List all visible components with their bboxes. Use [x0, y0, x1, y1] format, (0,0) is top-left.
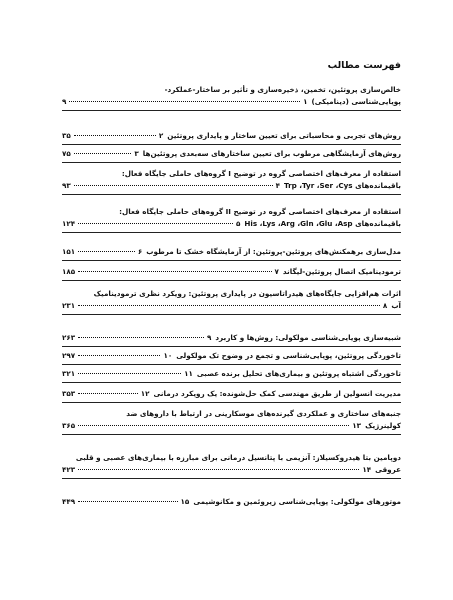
chapter-number: ۳	[134, 149, 139, 158]
page-number: ۳۵۳	[62, 389, 76, 398]
toc-entry-title: دوپامین بتا هیدروکسیلاز: آنزیمی با پتانسیل درمانی برای مبارزه با بیماری‌های عصبی و قلبی	[75, 453, 401, 462]
toc-entry-title: تاخوردگی اشتباه پروتئین و بیماری‌های تحلیل برنده عصبی	[196, 369, 401, 378]
toc-entry-title: تاخوردگی پروتئین، پویایی‌شناسی و تجمع در وضوح تک مولکولی	[176, 351, 401, 360]
toc-entry[interactable]	[62, 206, 401, 230]
page-number: ۳۲۱	[62, 369, 76, 378]
chapter-number: ۴	[275, 181, 280, 190]
dot-leader	[78, 305, 380, 306]
toc-entry-title: روش‌های آزمایشگاهی مرطوب برای تعیین ساختارهای سه‌بعدی پروتئین‌ها	[142, 149, 401, 158]
entry-separator	[62, 110, 401, 111]
toc-entry-title: کولینرژیک	[365, 421, 401, 430]
dot-leader	[78, 393, 138, 394]
toc-entry[interactable]	[62, 84, 401, 108]
dot-leader	[78, 337, 204, 338]
toc-entry[interactable]	[62, 288, 401, 312]
entry-separator	[62, 162, 401, 163]
entry-separator	[62, 144, 401, 145]
page-number: ۴۲۳	[62, 465, 76, 474]
toc-entry-title: پویایی‌شناسی (دینامیکی)	[311, 97, 401, 106]
dot-leader	[78, 425, 349, 426]
chapter-number: ۷	[274, 267, 279, 276]
entry-separator	[62, 434, 401, 435]
chapter-number: ۹	[206, 333, 212, 342]
chapter-number: ۵	[236, 219, 241, 228]
dot-leader	[78, 271, 271, 272]
chapter-number: ۱۳	[352, 421, 362, 430]
chapter-number: ۱	[303, 97, 308, 106]
entry-separator	[62, 382, 401, 383]
entry-separator	[62, 346, 401, 347]
page-number: ۹	[62, 97, 67, 106]
dot-leader	[78, 251, 135, 252]
entry-separator	[62, 232, 401, 233]
toc-entry[interactable]	[62, 148, 401, 160]
toc-entry-title: مدل‌سازی برهمکنش‌های پروتئین-پروتئین: از آزمایشگاه خشک تا مرطوب	[146, 247, 401, 256]
page-number: ۲۳۱	[62, 301, 76, 310]
toc-entry[interactable]	[62, 130, 401, 142]
entry-separator	[62, 260, 401, 261]
toc-entry[interactable]	[62, 350, 401, 362]
page-number: ۴۴۹	[62, 497, 76, 506]
toc-entry[interactable]	[62, 266, 401, 278]
toc-entry-title: جنبه‌های ساختاری و عملکردی گیرنده‌های موسکارینی در ارتباط با داروهای ضد	[126, 409, 401, 418]
dot-leader	[69, 101, 300, 102]
toc-entry[interactable]	[62, 452, 401, 476]
toc-entry-title: آب	[391, 301, 401, 310]
toc-entry[interactable]	[62, 496, 401, 508]
toc-entry-title: مدیریت انسولین از طریق مهندسی کمک حل‌شونده: یک رویکرد درمانی	[153, 389, 401, 398]
chapter-number: ۱۱	[184, 369, 193, 378]
dot-leader	[74, 153, 132, 154]
toc-entry[interactable]	[62, 368, 401, 380]
entry-separator	[62, 314, 401, 315]
toc-entry-title: عروقی	[375, 465, 401, 474]
page-number: ۱۸۵	[62, 267, 76, 276]
dot-leader	[74, 135, 156, 136]
page-number: ۹۳	[62, 181, 71, 190]
chapter-number: ۱۵	[180, 497, 190, 506]
entry-separator	[62, 194, 401, 195]
dot-leader	[78, 501, 177, 502]
page-number: ۷۵	[62, 149, 71, 158]
chapter-number: ۶	[137, 247, 143, 256]
chapter-number: ۱۰	[163, 351, 173, 360]
toc-entry[interactable]	[62, 168, 401, 192]
chapter-number: ۸	[382, 301, 388, 310]
dot-leader	[78, 373, 181, 374]
toc-entry[interactable]	[62, 408, 401, 432]
entry-separator	[62, 280, 401, 281]
toc-entry-title: استفاده از معرف‌های اختصاصی گروه در توضیح I گروه‌های حاملی جایگاه فعال:	[121, 169, 401, 178]
toc-entry-title: شبیه‌سازی پویایی‌شناسی مولکولی: روش‌ها و کاربرد	[215, 333, 401, 342]
toc-entry[interactable]	[62, 246, 401, 258]
dot-leader	[78, 469, 359, 470]
toc-entry[interactable]	[62, 388, 401, 400]
toc-entry-title: ترمودینامیک اتصال پروتئین-لیگاند	[282, 267, 401, 276]
page-number: ۱۵۱	[62, 247, 76, 256]
dot-leader	[78, 223, 233, 224]
page-number: ۳۶۵	[62, 421, 76, 430]
page-number: ۱۲۴	[62, 219, 76, 228]
toc-entry-title: روش‌های تجربی و محاسباتی برای تعیین ساختار و پایداری پروتئین	[167, 131, 401, 140]
dot-leader	[74, 185, 273, 186]
toc-entry-title: باقیمانده‌های His ،Lys ،Arg ،Gln ،Glu ،Asp	[244, 219, 401, 228]
entry-separator	[62, 364, 401, 365]
toc-entry-title: باقیمانده‌های Trp ،Tyr ،Ser ،Cys	[283, 181, 401, 190]
toc-entry-title: خالص‌سازی پروتئین، تخمین، ذخیره‌سازی و تأثیر بر ساختار-عملکرد-	[164, 85, 401, 94]
page-title: فهرست مطالب	[327, 60, 401, 71]
toc-entry[interactable]	[62, 332, 401, 344]
toc-entry-title: موتورهای مولکولی: پویایی‌شناسی زیروئمین و مکانوشیمی	[193, 497, 401, 506]
chapter-number: ۱۴	[362, 465, 372, 474]
chapter-number: ۲	[158, 131, 164, 140]
entry-separator	[62, 478, 401, 479]
chapter-number: ۱۲	[140, 389, 150, 398]
toc-entry-title: اثرات هم‌افزایی جایگاه‌های هیدراتاسیون در پایداری پروتئین: رویکرد نظری ترمودینامیک	[93, 289, 401, 298]
page-number: ۲۹۷	[62, 351, 76, 360]
entry-separator	[62, 402, 401, 403]
page-number: ۳۵	[62, 131, 71, 140]
toc-entry-title: استفاده از معرف‌های اختصاصی گروه در توضیح II گروه‌های حاملی جایگاه فعال:	[119, 207, 401, 216]
dot-leader	[78, 355, 160, 356]
page-number: ۲۶۳	[62, 333, 76, 342]
